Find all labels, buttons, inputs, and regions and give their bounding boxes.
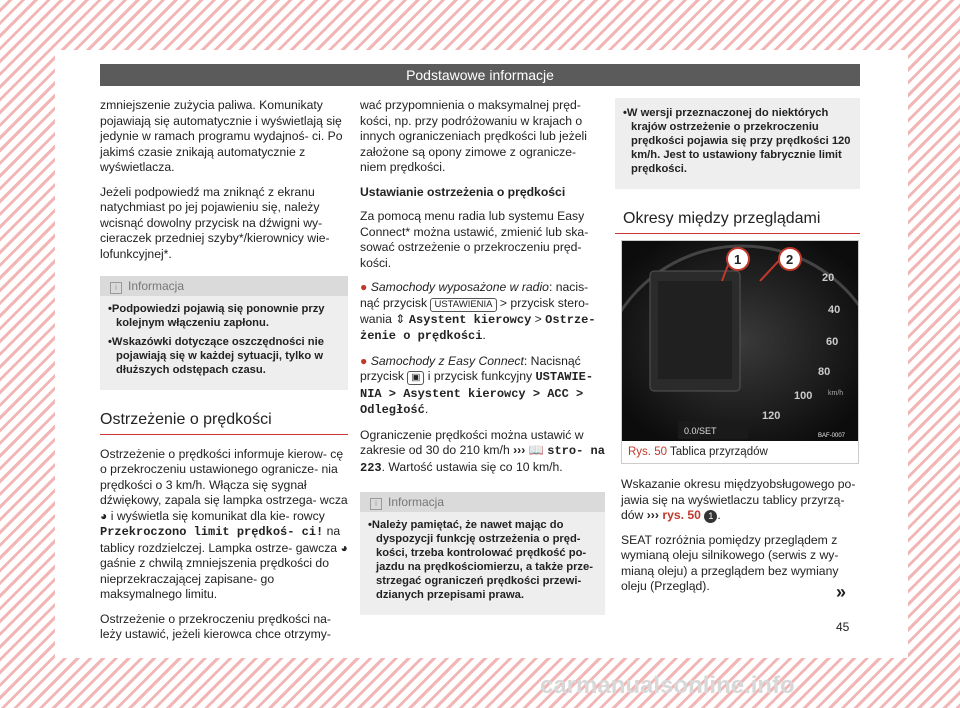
info-item: • W wersji przeznaczonej do niektórych krajów ostrzeżenie o przekroczeniu prędkości pojawia się przy prędkości 120 km/h. Jest to ustawiony fabrycznie limit prędkości. bbox=[623, 106, 852, 176]
figure-instrument-cluster bbox=[621, 240, 859, 464]
section-title: Ostrzeżenie o prędkości bbox=[100, 412, 348, 435]
gauge-tick: 80 bbox=[818, 366, 831, 378]
info-icon: i bbox=[110, 282, 122, 294]
gauge-tick: 20 bbox=[822, 272, 835, 284]
column-1 bbox=[100, 98, 348, 652]
section-title: Okresy między przeglądami bbox=[615, 211, 860, 234]
car-button-icon: ▣ bbox=[407, 371, 424, 385]
paragraph: Za pomocą menu radia lub systemu Easy Connect* można ustawić, zmienić lub ska- sować ostrzeżenie o przekroczeniu pręd- kości. bbox=[360, 209, 589, 270]
column-3 bbox=[615, 98, 860, 234]
info-box bbox=[615, 98, 860, 189]
paragraph: Ograniczenie prędkości można ustawić w zakresie od 30 do 210 km/h ››› 📖 stro- na 223. Wartość ustawia się co 10 km/h. bbox=[360, 427, 605, 475]
continue-arrow: » bbox=[836, 582, 847, 602]
paragraph: Ostrzeżenie o prędkości informuje kierow- cę o przekroczeniu ustawionego ogranicze- nia prędkości o 3 km/h. Włącza się sygnał dźwiękowy, zapala się lampka ostrzega- wcza ◕ i wyświetla się komunikat dla kie- rowcy Przekroczono limit prędkoś- ci! na tablicy rozdzielczej. Lampka ostrze- gawcza ◕ gaśnie z chwilą zmniejszenia prędkości do nieprzekraczającej zapisane- go maksymalnego limitu. bbox=[100, 446, 348, 601]
figure-reference-link[interactable]: rys. 50 bbox=[662, 508, 701, 522]
info-title: Informacja bbox=[128, 279, 185, 293]
settings-button-glyph: USTAWIENIA bbox=[430, 298, 496, 312]
subheading: Ustawianie ostrzeżenia o prędkości bbox=[360, 184, 566, 199]
gauge-tick: 60 bbox=[826, 336, 839, 348]
watermark: carmanualsonline.info bbox=[540, 672, 795, 699]
gauge-tick: 40 bbox=[828, 304, 841, 316]
figure-code: BAF-0007 bbox=[818, 433, 846, 439]
paragraph: Ostrzeżenie o przekroczeniu prędkości na- leży ustawić, jeżeli kierowca chce otrzymy- bbox=[100, 611, 331, 641]
info-header bbox=[360, 492, 605, 512]
instrument-cluster-image bbox=[622, 241, 858, 441]
info-item: • Należy pamiętać, że nawet mając do dyspozycji funkcję ostrzeżenia o pręd- kości, trzeba kontrolować prędkość po- jazdu na prędkościomierzu, a także prze- strzegać ograniczeń prędkości przewi- dzianych przepisami prawa. bbox=[368, 518, 597, 602]
info-box bbox=[100, 276, 348, 390]
display-set-text: 0.0/SET bbox=[684, 426, 717, 436]
page-number: 45 bbox=[836, 620, 850, 634]
gauge-tick: 100 bbox=[794, 390, 813, 402]
callout-ref: 1 bbox=[704, 510, 717, 523]
callout-1-label: 1 bbox=[734, 252, 742, 267]
speed-warning-icon: ◕ bbox=[340, 540, 348, 555]
info-item: • Wskazówki dotyczące oszczędności nie pojawiają się w każdej sytuacji, tylko w dłuższych odstępach czasu. bbox=[108, 335, 340, 377]
info-icon: i bbox=[370, 498, 382, 510]
bullet-item: ● Samochody z Easy Connect: Nacisnąć przycisk ▣ i przycisk funkcyjny USTAWIE- NIA > Asystent kierowcy > ACC > Odległość. bbox=[360, 353, 594, 417]
page-header: Podstawowe informacje bbox=[100, 64, 860, 86]
gauge-tick: 120 bbox=[762, 410, 781, 422]
speed-warning-icon: ◕ bbox=[100, 508, 108, 523]
paragraph: Jeżeli podpowiedź ma zniknąć z ekranu natychmiast po jej pojawieniu się, należy wcisnąć dowolny przycisk na dźwigni wy- cieraczek przedniej szyby*/kierownicy wie- lofunkcyjnej*. bbox=[100, 184, 330, 261]
bullet-item: ● Samochody wyposażone w radio: nacis- nąć przycisk USTAWIENIA > przycisk stero- wania ⇕ Asystent kierowcy > Ostrze- żenie o prędkości. bbox=[360, 280, 596, 343]
gauge-unit: km/h bbox=[828, 390, 844, 397]
paragraph: wać przypomnienia o maksymalnej pręd- kości, np. przy podróżowaniu w krajach o innych ograniczeniach prędkości lub jeżeli założone są opony zimowe z ogranicze- niem prędkości. bbox=[360, 98, 587, 174]
figure-caption-text: Tablica przyrządów bbox=[670, 446, 768, 458]
paragraph: SEAT rozróżnia pomiędzy przeglądem z wymianą oleju silnikowego (serwis z wy- mianą oleju) a przeglądem bez wymiany oleju (Przegląd). bbox=[621, 532, 839, 593]
column-2 bbox=[360, 98, 605, 615]
callout-2-label: 2 bbox=[786, 252, 794, 267]
info-header bbox=[100, 276, 348, 296]
info-item: • Podpowiedzi pojawią się ponownie przy kolejnym włączeniu zapłonu. bbox=[108, 302, 340, 330]
paragraph: zmniejszenie zużycia paliwa. Komunikaty pojawiają się automatycznie i wyświetlają się jedynie w ramach programu wydajnoś- ci. Po jakimś czasie znikają automatycznie z wyświetlacza. bbox=[100, 98, 343, 174]
book-icon: 📖 bbox=[528, 443, 544, 457]
updown-icon: ⇕ bbox=[395, 311, 406, 326]
figure-caption bbox=[622, 443, 864, 461]
info-title: Informacja bbox=[388, 495, 445, 509]
paragraph: Wskazanie okresu międzyobsługowego po- jawia się na wyświetlaczu tablicy przyrzą- dów ››› rys. 50 1 . bbox=[621, 477, 856, 522]
figure-label: Rys. 50 bbox=[628, 446, 667, 458]
info-box bbox=[360, 492, 605, 615]
column-3-bottom bbox=[621, 477, 866, 604]
